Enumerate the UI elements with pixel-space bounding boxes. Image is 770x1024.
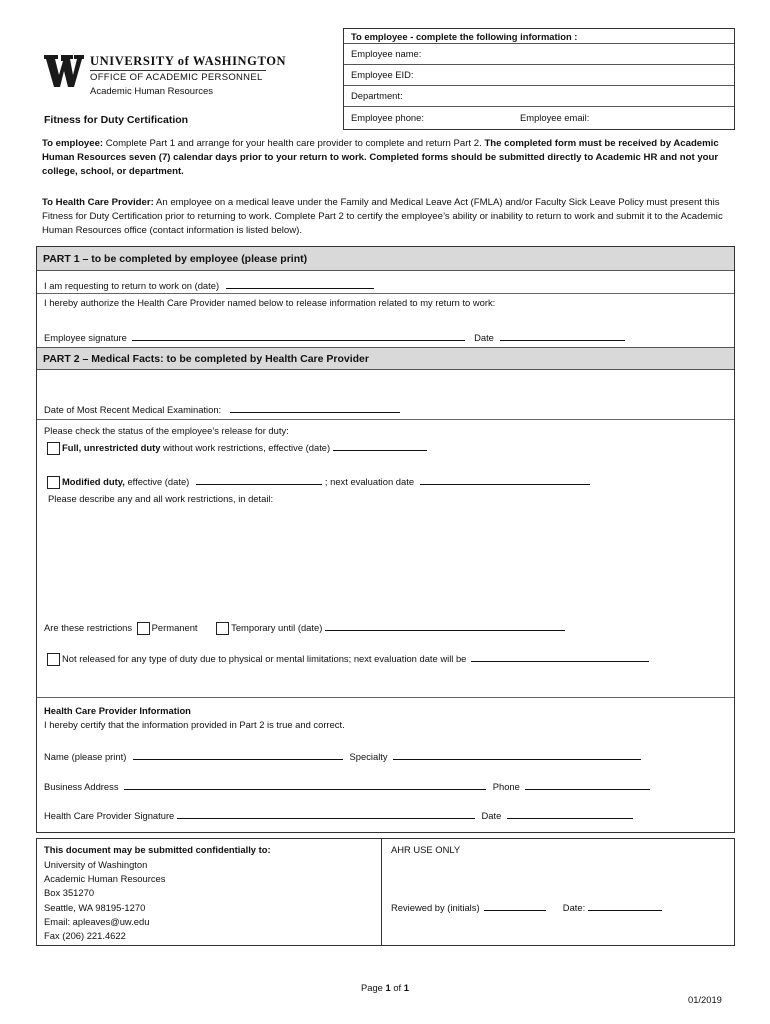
full-duty-row	[47, 441, 427, 455]
return-date-row	[44, 279, 374, 291]
not-released-label: Not released for any type of duty due to physical or mental limitations; next evaluation date will be	[62, 653, 467, 664]
ahr-use-box	[381, 839, 734, 945]
employee-instructions-lead: To employee:	[42, 138, 104, 149]
employee-instructions-text: Complete Part 1 and arrange for your health care provider to complete and return Part 2.	[103, 138, 485, 149]
not-released-row	[47, 652, 649, 666]
reviewed-by-input[interactable]	[484, 901, 546, 911]
business-address-label: Business Address	[44, 781, 119, 792]
provider-name-row	[44, 750, 641, 762]
full-duty-text: without work restrictions, effective (date)	[160, 442, 331, 453]
submit-fax: Fax (206) 221.4622	[44, 930, 126, 942]
uw-logo	[44, 53, 287, 99]
provider-certify: I hereby certify that the information provided in Part 2 is true and correct.	[44, 719, 345, 730]
submit-line: Academic Human Resources	[44, 873, 166, 885]
provider-signature-row	[44, 809, 633, 821]
part1-header: PART 1 – to be completed by employee (please print)	[37, 247, 734, 271]
employee-instructions-bold: The completed form must be received by Academic Human Resources seven (7) calendar days prior to your return to work. Completed forms should be submitted directly to Academic HR and not your college, school, or department.	[42, 138, 719, 177]
exam-date-label: Date of Most Recent Medical Examination:	[44, 404, 222, 415]
page-of: of	[390, 982, 404, 993]
provider-info-header: Health Care Provider Information	[44, 705, 191, 716]
reviewed-by-label: Reviewed by (initials)	[391, 902, 480, 913]
ahr-date-input[interactable]	[588, 901, 662, 911]
logo-divider	[90, 70, 266, 71]
check-prompt: Please check the status of the employee’s release for duty:	[44, 425, 289, 436]
employee-eid-label: Employee EID:	[351, 69, 414, 80]
submit-line: Box 351270	[44, 887, 95, 899]
revision-date: 01/2019	[688, 994, 722, 1005]
logo-office: OFFICE OF ACADEMIC PERSONNEL	[90, 72, 263, 83]
department-label: Department:	[351, 90, 403, 101]
full-duty-checkbox[interactable]	[47, 442, 60, 455]
employee-signature-label: Employee signature	[44, 332, 127, 343]
submit-address	[44, 858, 165, 943]
temporary-date-input[interactable]	[325, 621, 565, 631]
provider-phone-input[interactable]	[525, 780, 650, 790]
submit-info	[37, 839, 382, 945]
provider-date-input[interactable]	[507, 809, 633, 819]
exam-date-input[interactable]	[230, 403, 400, 413]
provider-phone-label: Phone	[492, 781, 520, 792]
business-address-row	[44, 780, 650, 792]
logo-unit: Academic Human Resources	[90, 86, 214, 97]
provider-signature-label: Health Care Provider Signature	[44, 810, 175, 821]
provider-name-input[interactable]	[133, 750, 343, 760]
modified-duty-text: effective (date)	[124, 476, 190, 487]
logo-university: UNIVERSITY of WASHINGTON	[90, 54, 287, 68]
specialty-input[interactable]	[393, 750, 641, 760]
employee-date-input[interactable]	[500, 331, 625, 341]
not-released-checkbox[interactable]	[47, 653, 60, 666]
business-address-input[interactable]	[124, 780, 486, 790]
authorize-text: I hereby authorize the Health Care Provider named below to release information related to my return to work:	[44, 297, 496, 308]
next-eval-label: ; next evaluation date	[324, 476, 415, 487]
provider-instructions-lead: To Health Care Provider:	[42, 197, 154, 208]
employee-info-box	[343, 28, 735, 130]
permanent-checkbox[interactable]	[137, 622, 150, 635]
restrictions-detail-area[interactable]	[47, 509, 722, 613]
employee-instructions	[42, 137, 732, 179]
ahr-header: AHR USE ONLY	[391, 844, 461, 855]
temporary-checkbox[interactable]	[216, 622, 229, 635]
submit-line: University of Washington	[44, 859, 148, 870]
next-eval-date-input[interactable]	[420, 475, 590, 485]
ahr-date-label: Date:	[562, 902, 586, 913]
submit-header: This document may be submitted confidentially to:	[44, 844, 271, 855]
modified-duty-label: Modified duty,	[62, 476, 125, 487]
employee-name-label: Employee name:	[351, 48, 422, 59]
uw-w-icon	[44, 53, 84, 89]
not-released-date-input[interactable]	[471, 652, 649, 662]
modified-duty-checkbox[interactable]	[47, 476, 60, 489]
describe-restrictions: Please describe any and all work restrictions, in detail:	[48, 493, 274, 504]
restrictions-row	[44, 621, 565, 635]
provider-date-label: Date	[481, 810, 502, 821]
employee-date-label: Date	[474, 332, 494, 343]
permanent-label: Permanent	[151, 622, 198, 633]
provider-signature-input[interactable]	[177, 809, 475, 819]
modified-duty-date-input[interactable]	[196, 475, 322, 485]
submit-email[interactable]: Email: apleaves@uw.edu	[44, 915, 150, 927]
employee-email-label: Employee email:	[520, 112, 590, 123]
main-form	[36, 246, 735, 833]
employee-box-header: To employee - complete the following information :	[351, 31, 578, 42]
page-number	[361, 982, 409, 993]
employee-name-field[interactable]	[344, 43, 734, 64]
employee-signature-input[interactable]	[132, 331, 465, 341]
part2-header: PART 2 – Medical Facts: to be completed by Health Care Provider	[37, 347, 734, 370]
employee-contact-row[interactable]	[344, 106, 734, 128]
restrictions-label: Are these restrictions	[44, 622, 133, 633]
form-title: Fitness for Duty Certification	[44, 114, 189, 126]
full-duty-label: Full, unrestricted duty	[62, 442, 161, 453]
specialty-label: Specialty	[349, 751, 388, 762]
full-duty-date-input[interactable]	[333, 441, 427, 451]
return-date-input[interactable]	[226, 279, 374, 289]
provider-instructions-text: An employee on a medical leave under the Family and Medical Leave Act (FMLA) and/or Faculty Sick Leave Policy must present this Fitness for Duty Certification prior to returning to work. Complete Part 2 to certify the employee’s ability or inability to return to work and submit it to the Academic Human Resources office (contact information is listed below).	[42, 197, 723, 236]
submission-box	[36, 838, 735, 946]
employee-eid-field[interactable]	[344, 64, 734, 85]
department-field[interactable]	[344, 85, 734, 106]
employee-signature-row	[44, 331, 625, 343]
modified-duty-row	[47, 475, 590, 489]
provider-instructions	[42, 196, 732, 238]
submit-line: Seattle, WA 98195-1270	[44, 901, 146, 913]
return-date-label: I am requesting to return to work on (date)	[44, 280, 220, 291]
ahr-review-row	[391, 901, 662, 913]
employee-phone-label: Employee phone:	[351, 112, 424, 123]
exam-date-row	[44, 403, 400, 415]
page-total: 1	[403, 982, 409, 993]
page-prefix: Page	[361, 982, 386, 993]
page-current: 1	[385, 982, 391, 993]
temporary-label: Temporary until (date)	[231, 622, 323, 633]
provider-name-label: Name (please print)	[44, 751, 127, 762]
